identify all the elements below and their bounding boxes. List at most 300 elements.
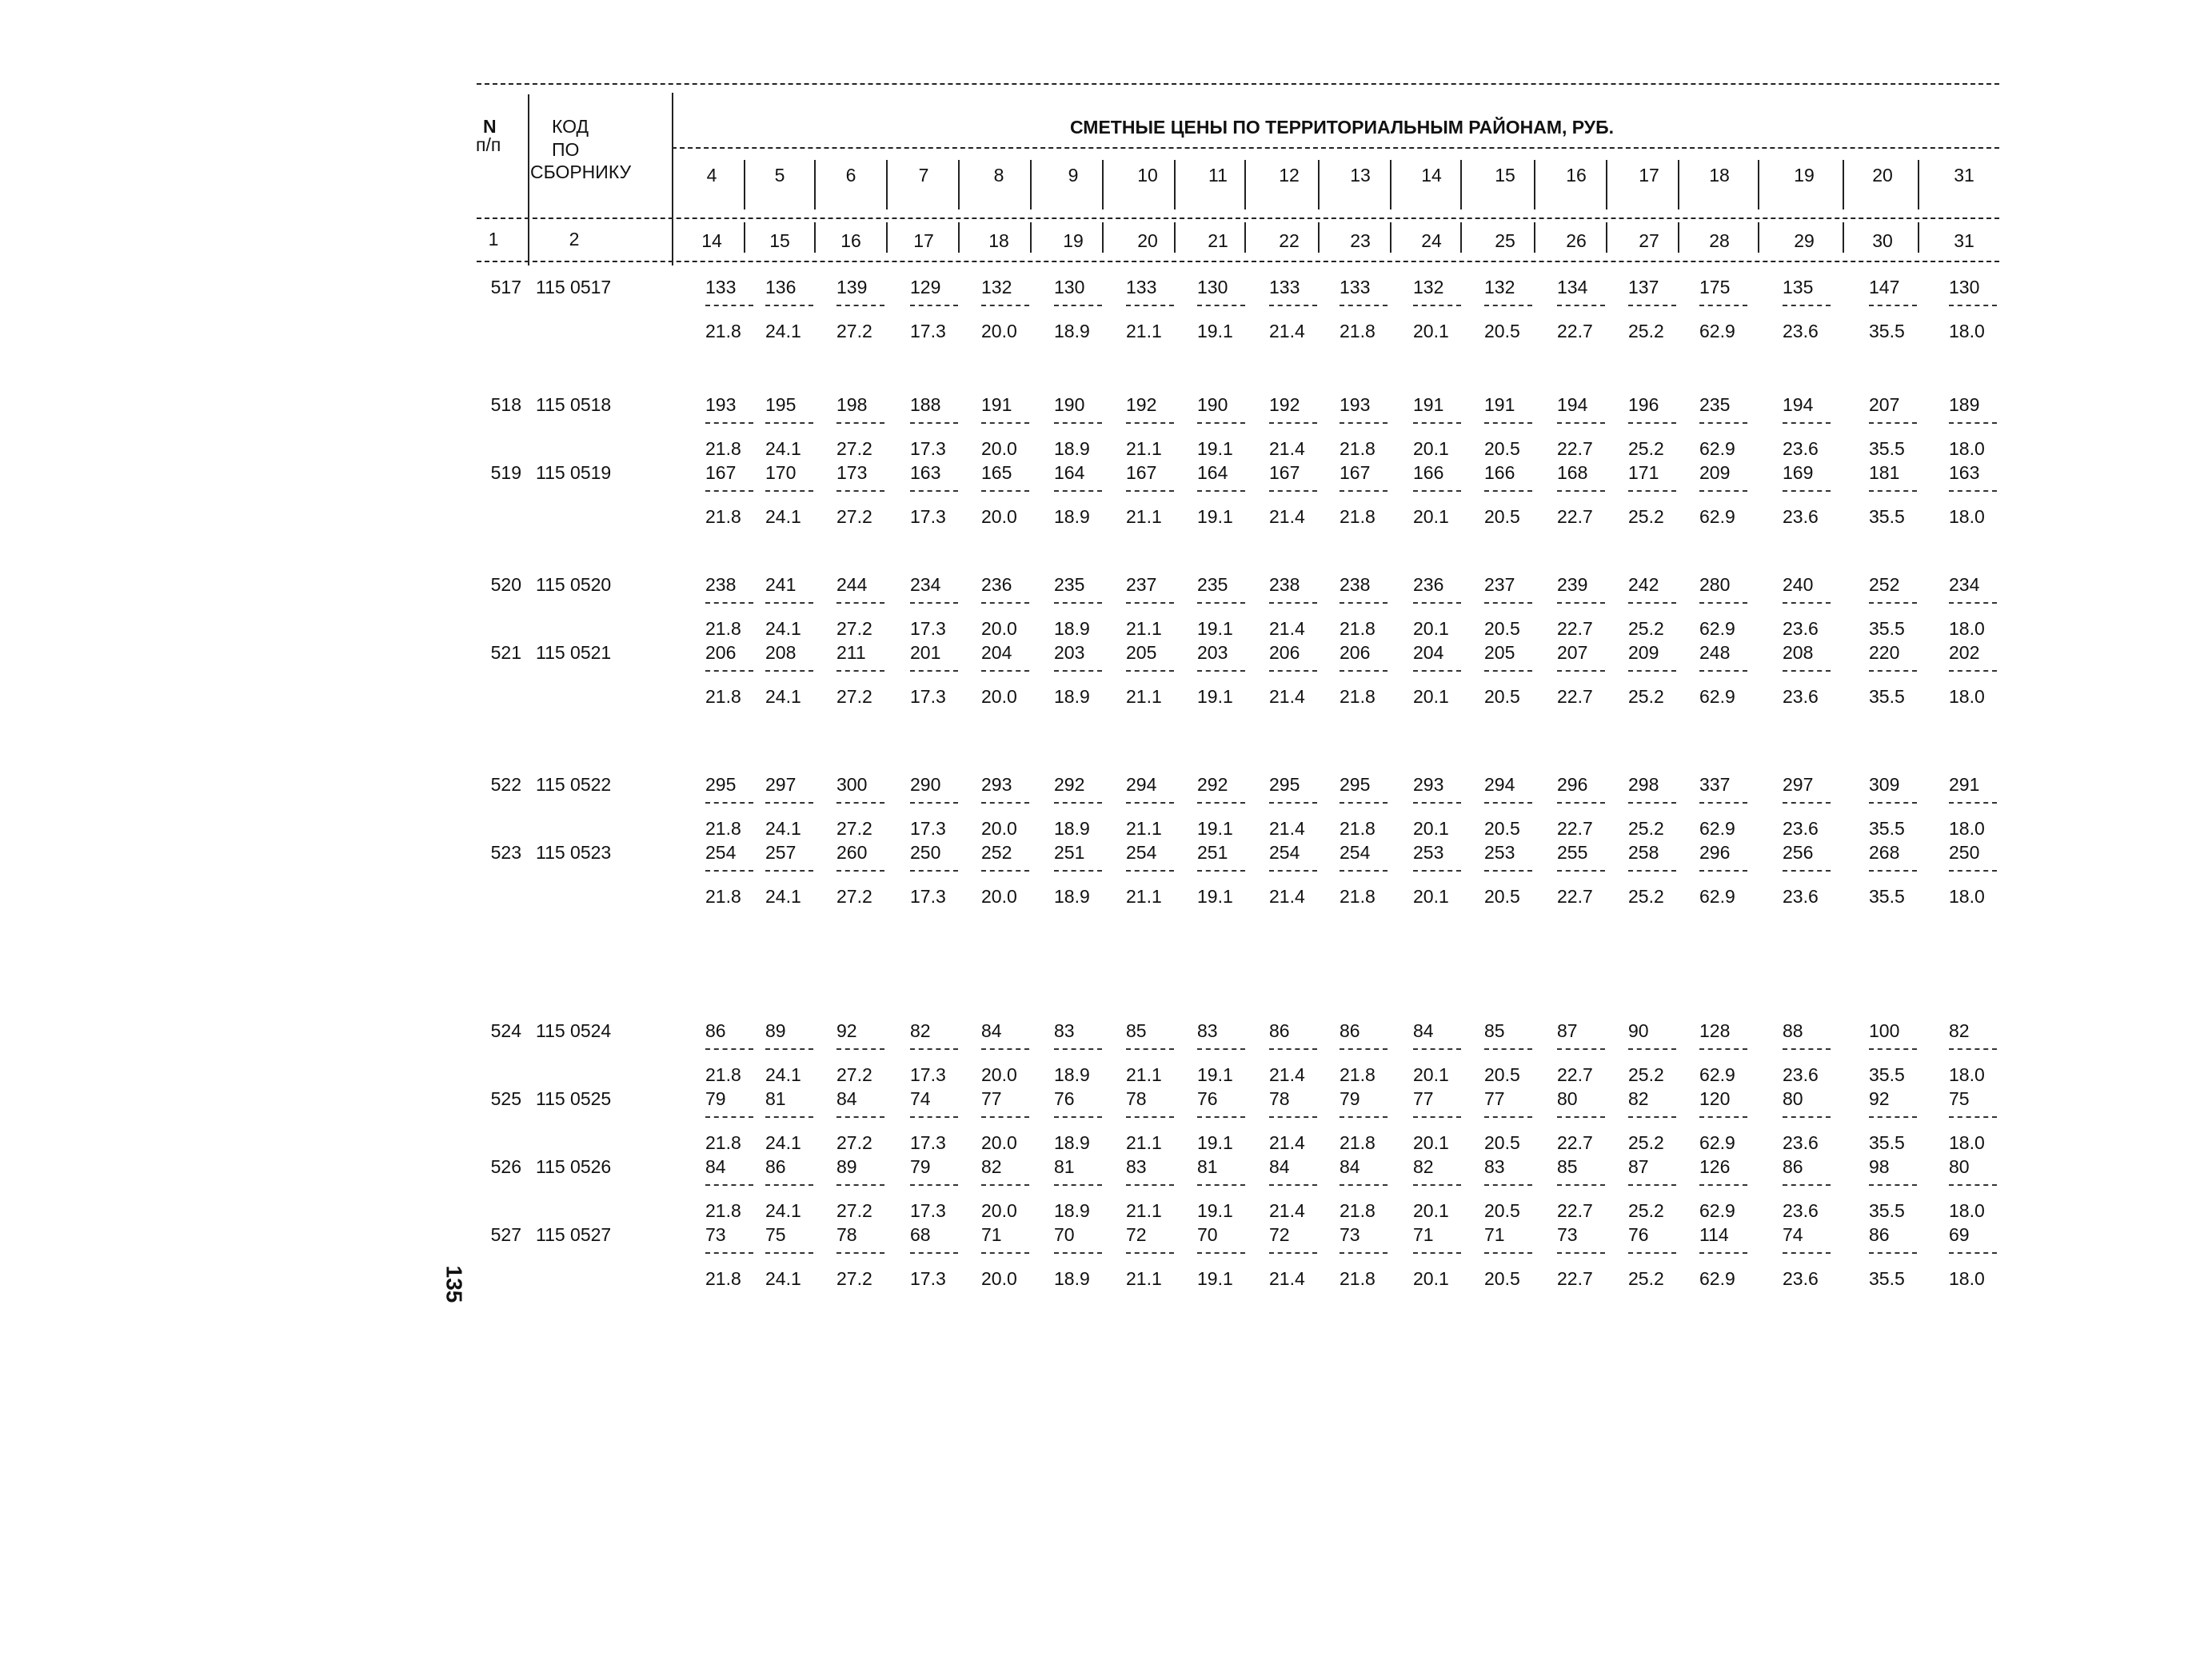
price-cell: 86 <box>1340 1020 1360 1041</box>
divisor-cell: 62.9 <box>1699 618 1735 639</box>
fraction-line <box>836 602 884 604</box>
price-cell: 220 <box>1869 642 1900 663</box>
divisor-cell: 21.1 <box>1126 321 1162 341</box>
price-cell: 251 <box>1054 842 1085 863</box>
price-cell: 242 <box>1628 574 1659 595</box>
divisor-cell: 20.0 <box>981 1268 1017 1289</box>
fraction-line <box>1340 1048 1387 1050</box>
price-cell: 139 <box>836 277 868 297</box>
fraction-line <box>1340 1116 1387 1118</box>
fraction-line <box>1484 602 1532 604</box>
index-divider <box>1318 222 1320 253</box>
divisor-cell: 62.9 <box>1699 321 1735 341</box>
price-cell: 84 <box>705 1156 726 1177</box>
fraction-line <box>1699 1116 1747 1118</box>
fraction-line <box>1340 602 1387 604</box>
divisor-cell: 35.5 <box>1869 1268 1905 1289</box>
row-number: 524 <box>490 1020 521 1041</box>
fraction-line <box>1413 305 1461 306</box>
divisor-cell: 17.3 <box>910 1132 946 1153</box>
row-code: 115 0518 <box>536 394 612 415</box>
fraction-line <box>1413 490 1461 492</box>
fraction-line <box>981 1116 1029 1118</box>
divisor-cell: 18.9 <box>1054 886 1090 907</box>
price-cell: 74 <box>910 1088 931 1109</box>
price-cell: 205 <box>1484 642 1515 663</box>
row-number: 527 <box>490 1224 521 1245</box>
price-cell: 209 <box>1699 462 1731 483</box>
divisor-cell: 25.2 <box>1628 1132 1664 1153</box>
divisor-cell: 22.7 <box>1557 321 1593 341</box>
price-cell: 337 <box>1699 774 1731 795</box>
index-divider <box>1843 222 1844 253</box>
divisor-cell: 17.3 <box>910 438 946 459</box>
price-cell: 133 <box>1340 277 1371 297</box>
divisor-cell: 17.3 <box>910 321 946 341</box>
divisor-cell: 27.2 <box>836 818 872 839</box>
fraction-line <box>1783 602 1831 604</box>
divisor-cell: 21.8 <box>705 618 741 639</box>
price-cell: 80 <box>1783 1088 1803 1109</box>
price-cell: 292 <box>1197 774 1228 795</box>
price-cell: 195 <box>765 394 797 415</box>
price-cell: 79 <box>1340 1088 1360 1109</box>
fraction-line <box>1557 1116 1605 1118</box>
divisor-cell: 21.1 <box>1126 1200 1162 1221</box>
price-cell: 253 <box>1413 842 1444 863</box>
fraction-line <box>765 1252 813 1254</box>
price-cell: 85 <box>1557 1156 1578 1177</box>
header-rule <box>477 217 1999 219</box>
divisor-cell: 25.2 <box>1628 506 1664 527</box>
divisor-cell: 22.7 <box>1557 1200 1593 1221</box>
fraction-line <box>836 305 884 306</box>
index-cell: 24 <box>1421 230 1442 251</box>
region-header: 12 <box>1279 165 1300 186</box>
row-number: 525 <box>490 1088 521 1109</box>
price-cell: 92 <box>836 1020 857 1041</box>
fraction-line <box>1949 1116 1997 1118</box>
divisor-cell: 24.1 <box>765 886 801 907</box>
divisor-cell: 21.4 <box>1269 1064 1305 1085</box>
fraction-line <box>1054 1048 1102 1050</box>
index-cell: 31 <box>1954 230 1974 251</box>
price-cell: 130 <box>1197 277 1228 297</box>
price-cell: 291 <box>1949 774 1980 795</box>
fraction-line <box>1484 1184 1532 1186</box>
fraction-line <box>1557 802 1605 804</box>
index-cell: 21 <box>1208 230 1228 251</box>
price-cell: 70 <box>1197 1224 1218 1245</box>
fraction-line <box>705 1252 753 1254</box>
price-cell: 165 <box>981 462 1012 483</box>
row-number: 523 <box>490 842 521 863</box>
fraction-line <box>1484 870 1532 872</box>
price-cell: 90 <box>1628 1020 1649 1041</box>
fraction-line <box>1413 1252 1461 1254</box>
divisor-cell: 20.1 <box>1413 1268 1449 1289</box>
price-cell: 203 <box>1197 642 1228 663</box>
fraction-line <box>1269 1184 1317 1186</box>
fraction-line <box>765 1116 813 1118</box>
fraction-line <box>1269 1252 1317 1254</box>
divisor-cell: 20.1 <box>1413 438 1449 459</box>
index-divider <box>1758 222 1759 253</box>
index-cell: 29 <box>1794 230 1815 251</box>
fraction-line <box>705 602 753 604</box>
divisor-cell: 20.1 <box>1413 686 1449 707</box>
fraction-line <box>836 802 884 804</box>
divisor-cell: 35.5 <box>1869 618 1905 639</box>
fraction-line <box>910 490 958 492</box>
price-cell: 238 <box>1340 574 1371 595</box>
region-header: 10 <box>1137 165 1158 186</box>
divisor-cell: 17.3 <box>910 686 946 707</box>
price-cell: 241 <box>765 574 797 595</box>
price-cell: 83 <box>1484 1156 1505 1177</box>
fraction-line <box>1413 602 1461 604</box>
fraction-line <box>1340 490 1387 492</box>
index-cell: 23 <box>1350 230 1371 251</box>
divisor-cell: 17.3 <box>910 886 946 907</box>
divisor-cell: 25.2 <box>1628 438 1664 459</box>
row-code: 115 0521 <box>536 642 612 663</box>
divisor-cell: 62.9 <box>1699 818 1735 839</box>
fraction-line <box>1949 1184 1997 1186</box>
divisor-cell: 62.9 <box>1699 886 1735 907</box>
divisor-cell: 27.2 <box>836 886 872 907</box>
price-cell: 77 <box>1484 1088 1505 1109</box>
index-divider <box>1390 222 1391 253</box>
price-cell: 295 <box>705 774 737 795</box>
fraction-line <box>1557 602 1605 604</box>
divisor-cell: 18.0 <box>1949 686 1985 707</box>
price-cell: 207 <box>1869 394 1900 415</box>
price-cell: 296 <box>1699 842 1731 863</box>
price-cell: 83 <box>1197 1020 1218 1041</box>
row-code: 115 0517 <box>536 277 612 297</box>
fraction-line <box>1699 305 1747 306</box>
fraction-line <box>1557 870 1605 872</box>
fraction-line <box>1699 670 1747 672</box>
fraction-line <box>1557 422 1605 424</box>
row-code: 115 0527 <box>536 1224 612 1245</box>
fraction-line <box>1197 1184 1245 1186</box>
price-cell: 254 <box>1126 842 1157 863</box>
price-cell: 208 <box>765 642 797 663</box>
divisor-cell: 17.3 <box>910 1200 946 1221</box>
price-cell: 173 <box>836 462 868 483</box>
price-cell: 82 <box>1413 1156 1434 1177</box>
region-header: 4 <box>706 165 717 186</box>
price-cell: 240 <box>1783 574 1814 595</box>
fraction-line <box>1699 870 1747 872</box>
divisor-cell: 21.1 <box>1126 506 1162 527</box>
divisor-cell: 21.8 <box>1340 818 1376 839</box>
fraction-line <box>1126 602 1174 604</box>
fraction-line <box>1949 305 1997 306</box>
price-cell: 79 <box>705 1088 726 1109</box>
divisor-cell: 27.2 <box>836 438 872 459</box>
divisor-cell: 24.1 <box>765 1268 801 1289</box>
fraction-line <box>836 1116 884 1118</box>
fraction-line <box>1269 602 1317 604</box>
region-divider <box>1102 160 1104 209</box>
region-divider <box>886 160 888 209</box>
divisor-cell: 23.6 <box>1783 1268 1819 1289</box>
fraction-line <box>981 670 1029 672</box>
divisor-cell: 21.8 <box>1340 506 1376 527</box>
divisor-cell: 21.4 <box>1269 1132 1305 1153</box>
fraction-line <box>1699 490 1747 492</box>
fraction-line <box>1557 1048 1605 1050</box>
fraction-line <box>1413 802 1461 804</box>
divisor-cell: 21.4 <box>1269 1268 1305 1289</box>
divisor-cell: 35.5 <box>1869 1132 1905 1153</box>
fraction-line <box>1054 490 1102 492</box>
index-cell: 16 <box>840 230 861 251</box>
fraction-line <box>1197 670 1245 672</box>
fraction-line <box>1557 490 1605 492</box>
price-cell: 252 <box>981 842 1012 863</box>
fraction-line <box>765 870 813 872</box>
fraction-line <box>1269 1116 1317 1118</box>
divisor-cell: 25.2 <box>1628 1200 1664 1221</box>
divisor-cell: 18.0 <box>1949 1132 1985 1153</box>
price-cell: 73 <box>1340 1224 1360 1245</box>
region-divider <box>1460 160 1462 209</box>
divisor-cell: 23.6 <box>1783 506 1819 527</box>
region-divider <box>958 160 960 209</box>
fraction-line <box>1869 1116 1917 1118</box>
fraction-line <box>1126 1252 1174 1254</box>
divisor-cell: 18.0 <box>1949 321 1985 341</box>
fraction-line <box>1628 305 1676 306</box>
divisor-cell: 18.9 <box>1054 321 1090 341</box>
fraction-line <box>705 422 753 424</box>
divisor-cell: 23.6 <box>1783 1132 1819 1153</box>
divisor-cell: 22.7 <box>1557 438 1593 459</box>
fraction-line <box>1628 1116 1676 1118</box>
divisor-cell: 22.7 <box>1557 886 1593 907</box>
divisor-cell: 21.1 <box>1126 886 1162 907</box>
fraction-line <box>1783 1048 1831 1050</box>
price-cell: 208 <box>1783 642 1814 663</box>
price-cell: 86 <box>1869 1224 1890 1245</box>
index-divider <box>1678 222 1679 253</box>
divisor-cell: 20.5 <box>1484 321 1520 341</box>
fraction-line <box>1340 802 1387 804</box>
divisor-cell: 21.4 <box>1269 686 1305 707</box>
divisor-cell: 20.5 <box>1484 618 1520 639</box>
fraction-line <box>1054 305 1102 306</box>
price-cell: 198 <box>836 394 868 415</box>
fraction-line <box>765 305 813 306</box>
fraction-line <box>705 870 753 872</box>
divisor-cell: 19.1 <box>1197 1200 1233 1221</box>
fraction-line <box>1949 1252 1997 1254</box>
fraction-line <box>1054 1252 1102 1254</box>
fraction-line <box>1484 1116 1532 1118</box>
row-number: 520 <box>490 574 521 595</box>
divisor-cell: 21.8 <box>705 818 741 839</box>
price-cell: 69 <box>1949 1224 1970 1245</box>
price-cell: 132 <box>1484 277 1515 297</box>
divisor-cell: 25.2 <box>1628 886 1664 907</box>
divisor-cell: 21.1 <box>1126 618 1162 639</box>
divisor-cell: 18.9 <box>1054 438 1090 459</box>
price-cell: 147 <box>1869 277 1900 297</box>
price-cell: 260 <box>836 842 868 863</box>
fraction-line <box>765 490 813 492</box>
fraction-line <box>1557 1252 1605 1254</box>
price-cell: 297 <box>1783 774 1814 795</box>
fraction-line <box>1557 305 1605 306</box>
price-cell: 88 <box>1783 1020 1803 1041</box>
price-cell: 206 <box>1340 642 1371 663</box>
price-cell: 114 <box>1699 1224 1729 1245</box>
divisor-cell: 21.8 <box>705 1268 741 1289</box>
price-cell: 167 <box>1269 462 1300 483</box>
price-cell: 71 <box>1413 1224 1434 1245</box>
fraction-line <box>981 870 1029 872</box>
fraction-line <box>1269 305 1317 306</box>
fraction-line <box>1269 490 1317 492</box>
price-cell: 87 <box>1628 1156 1649 1177</box>
price-cell: 238 <box>1269 574 1300 595</box>
price-cell: 294 <box>1484 774 1515 795</box>
price-cell: 293 <box>981 774 1012 795</box>
divisor-cell: 18.9 <box>1054 618 1090 639</box>
divisor-cell: 25.2 <box>1628 818 1664 839</box>
fraction-line <box>705 670 753 672</box>
divisor-cell: 62.9 <box>1699 686 1735 707</box>
price-cell: 71 <box>1484 1224 1505 1245</box>
price-cell: 85 <box>1126 1020 1147 1041</box>
row-code: 115 0526 <box>536 1156 612 1177</box>
price-cell: 82 <box>910 1020 931 1041</box>
divisor-cell: 21.1 <box>1126 686 1162 707</box>
divisor-cell: 20.5 <box>1484 818 1520 839</box>
divisor-cell: 27.2 <box>836 686 872 707</box>
divisor-cell: 27.2 <box>836 321 872 341</box>
fraction-line <box>1869 802 1917 804</box>
price-cell: 132 <box>981 277 1012 297</box>
divisor-cell: 35.5 <box>1869 438 1905 459</box>
price-cell: 136 <box>765 277 797 297</box>
divisor-cell: 22.7 <box>1557 686 1593 707</box>
region-divider <box>1390 160 1391 209</box>
divisor-cell: 62.9 <box>1699 1132 1735 1153</box>
fraction-line <box>1340 305 1387 306</box>
region-header: 6 <box>845 165 856 186</box>
divisor-cell: 35.5 <box>1869 818 1905 839</box>
divisor-cell: 25.2 <box>1628 618 1664 639</box>
price-cell: 300 <box>836 774 868 795</box>
divisor-cell: 21.1 <box>1126 1064 1162 1085</box>
fraction-line <box>1949 802 1997 804</box>
price-cell: 309 <box>1869 774 1900 795</box>
fraction-line <box>981 1048 1029 1050</box>
price-cell: 76 <box>1628 1224 1649 1245</box>
divisor-cell: 23.6 <box>1783 618 1819 639</box>
region-header: 16 <box>1566 165 1587 186</box>
price-cell: 78 <box>836 1224 857 1245</box>
fraction-line <box>1054 1116 1102 1118</box>
price-cell: 191 <box>1484 394 1515 415</box>
divisor-cell: 20.1 <box>1413 1132 1449 1153</box>
region-divider <box>1918 160 1919 209</box>
price-cell: 89 <box>765 1020 786 1041</box>
fraction-line <box>1126 305 1174 306</box>
index-cell: 25 <box>1495 230 1515 251</box>
divisor-cell: 25.2 <box>1628 1268 1664 1289</box>
price-cell: 192 <box>1269 394 1300 415</box>
fraction-line <box>1269 422 1317 424</box>
fraction-line <box>1783 802 1831 804</box>
fraction-line <box>1126 1184 1174 1186</box>
fraction-line <box>1126 802 1174 804</box>
divisor-cell: 23.6 <box>1783 1064 1819 1085</box>
fraction-line <box>1197 1252 1245 1254</box>
divisor-cell: 18.0 <box>1949 438 1985 459</box>
fraction-line <box>1949 870 1997 872</box>
divisor-cell: 35.5 <box>1869 686 1905 707</box>
region-header: 20 <box>1872 165 1893 186</box>
divisor-cell: 27.2 <box>836 1200 872 1221</box>
price-cell: 82 <box>1949 1020 1970 1041</box>
fraction-line <box>1484 802 1532 804</box>
price-cell: 294 <box>1126 774 1157 795</box>
price-cell: 84 <box>1269 1156 1290 1177</box>
fraction-line <box>1869 1252 1917 1254</box>
fraction-line <box>836 490 884 492</box>
price-cell: 254 <box>1340 842 1371 863</box>
divisor-cell: 35.5 <box>1869 1064 1905 1085</box>
price-cell: 86 <box>1783 1156 1803 1177</box>
price-cell: 72 <box>1126 1224 1147 1245</box>
index-divider <box>1102 222 1104 253</box>
fraction-line <box>1869 870 1917 872</box>
price-cell: 82 <box>981 1156 1002 1177</box>
index-cell: 15 <box>769 230 790 251</box>
divisor-cell: 35.5 <box>1869 321 1905 341</box>
index-cell: 28 <box>1709 230 1730 251</box>
fraction-line <box>765 1048 813 1050</box>
fraction-line <box>1054 422 1102 424</box>
price-cell: 256 <box>1783 842 1814 863</box>
index-divider <box>1244 222 1246 253</box>
divisor-cell: 21.4 <box>1269 1200 1305 1221</box>
divisor-cell: 21.8 <box>1340 1132 1376 1153</box>
divisor-cell: 21.1 <box>1126 1268 1162 1289</box>
divisor-cell: 17.3 <box>910 506 946 527</box>
divisor-cell: 18.9 <box>1054 1132 1090 1153</box>
fraction-line <box>1628 1184 1676 1186</box>
fraction-line <box>910 1116 958 1118</box>
fraction-line <box>1869 670 1917 672</box>
divisor-cell: 24.1 <box>765 321 801 341</box>
region-divider <box>1534 160 1535 209</box>
price-cell: 72 <box>1269 1224 1290 1245</box>
row-number: 518 <box>490 394 521 415</box>
fraction-line <box>910 1048 958 1050</box>
fraction-line <box>1054 870 1102 872</box>
divisor-cell: 27.2 <box>836 618 872 639</box>
price-cell: 239 <box>1557 574 1588 595</box>
divisor-cell: 21.1 <box>1126 818 1162 839</box>
region-divider <box>814 160 816 209</box>
